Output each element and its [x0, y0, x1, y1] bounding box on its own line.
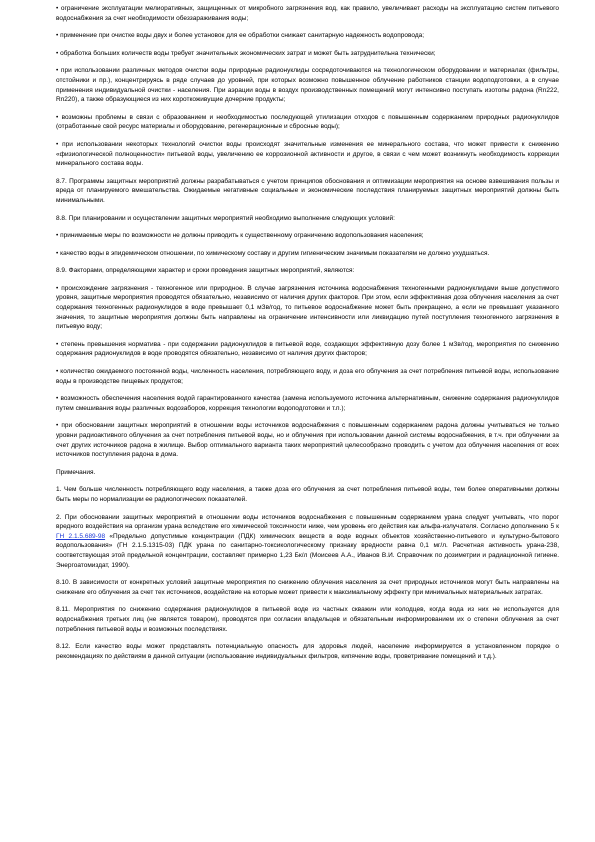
paragraph-bullet-mineral-composition: • при использовании некоторых технологий очистки воды происходят значительные изменения ее минерального состава, что может привести к снижению «физиологической полноценности» питьевой воды, увеличению ее коррозионной активности и другое, в связи с чем может возникнуть необходимость коррекции минерального состава воды.: [56, 140, 559, 168]
note-2-text-end: «Предельно допустимые концентрации (ПДК) химических веществ в воде водных объектов хозяйственно-питьевого и культурно-бытового водопользования» (ГН 2.1.5.1315-03) ПДК урана по санитарно-токсикологическому признаку вредности равна 0,1 мг/л. Расчетная активность урана-238, соответствующая этой предельной концентрации, составляет примерно 1,23 Бк/л (Моисеев А.А., Иванов В.И. Справочник по дозиметрии и радиационной гигиене. Энергоатомиздат, 1990).: [56, 532, 559, 569]
paragraph-bullet-guaranteed-quality: • возможность обеспечения населения водой гарантированного качества (замена используемого источника альтернативным, снижение содержания радионуклидов путем смешивания воды различных водозаборов, коррекция технологии водоподготовки и т.п.);: [56, 395, 559, 412]
paragraph-bullet-population-dose: • количество ожидаемого постоянной воды, численность населения, потребляющего воду, и доза его облучения за счет потребления питьевой воды, использование воды в производстве пищевых продуктов;: [56, 368, 559, 385]
paragraph-8-11: 8.11. Мероприятия по снижению содержания радионуклидов в питьевой воде из частных скважин или колодцев, когда вода из них не используется для водоснабжения третьих лиц (не является товаром), проводятся при согласии владельцев и обязательным информированием их о степени облучения за счет потребления питьевой воды и возможных последствиях.: [56, 606, 559, 633]
paragraph-bullet-water-quality: • качество воды в эпидемическом отношении, по химическому составу и другим гигиеническим значимым показателям не должно ухудшаться.: [56, 249, 490, 257]
paragraph-bullet-norm-excess: • степень превышения норматива - при содержании радионуклидов в питьевой воде, создающих эффективную дозу более 1 мЗв/год, мероприятия по снижению содержания радионуклидов в воде проводятся обязательно, независимо от наличия других факторов;: [56, 340, 559, 358]
paragraph-bullet-waste-disposal: • возможны проблемы в связи с образованием и необходимостью последующей утилизации отходов с повышенным содержанием природных радионуклидов (отработанные свой ресурс материалы и оборудование, регенерационные и сбросные воды);: [56, 113, 559, 131]
notes-heading: Примечания.: [56, 468, 96, 476]
paragraph-bullet-water-use: • принимаемые меры по возможности не должны приводить к существенному ограничению водопользования населения;: [56, 232, 424, 240]
paragraph-bullet-large-volumes: • обработка больших количеств воды требует значительных экономических затрат и может быть затруднительна технически;: [56, 49, 436, 57]
paragraph-8-8: 8.8. При планировании и осуществлении защитных мероприятий необходимо выполнение следующих условий:: [56, 214, 395, 222]
paragraph-8-9: 8.9. Факторами, определяющими характер и сроки проведения защитных мероприятий, являются:: [56, 267, 355, 275]
paragraph-bullet-drainage: • ограничение эксплуатации мелиоративных, защищенных от микробного загрязнения вод, как правило, увеличивает расходы на эксплуатацию систем питьевого водоснабжения за счет необходимости обеззараживания воды;: [56, 5, 559, 22]
note-1: 1. Чем больше численность потребляющего воду населения, а также доза его облучения за счет потребления питьевой воды, тем более оперативными должны быть меры по нормализации ее радиологических показателей.: [56, 486, 559, 503]
paragraph-bullet-contamination-origin: • происхождение загрязнения - техногенное или природное. В случае загрязнения источника водоснабжения техногенными радионуклидами выше допустимого уровня, защитные мероприятия проводятся обязательно, независимо от наличия других факторов. При этом, если эффективная доза облучения населения за счет содержания техногенных радионуклидов в воде превышает 0,1 мЗв/год, то питьевое водоснабжение может быть прекращено, а если не превышает указанного значения, то защитные мероприятия должны быть направлены на ограничение интенсивности или ликвидацию путей поступления техногенного загрязнения в питьевую воду;: [56, 284, 559, 331]
note-2: [56, 513, 559, 571]
paragraph-8-10: 8.10. В зависимости от конкретных условий защитные мероприятия по снижению облучения населения за счет природных источников могут быть направлены на снижение его облучения за счет тех источников, воздействие на которые может привести к максимальному эффекту при минимальных материальных затратах.: [56, 579, 559, 596]
paragraph-bullet-radionuclide-concentration: • при использовании различных методов очистки воды природные радионуклиды сосредоточиваются на технологическом оборудовании и материалах (фильтры, отстойники и пр.), концентрируясь в ряде случаев до уровней, при которых возможно повышенное облучение работников станции водоподготовки, а в случае применения индивидуальной очистки - населения. При аэрации воды в воздух производственных помещений могут интенсивно поступать изотопы радона (Rn222, Rn220), а также образующиеся из них короткоживущие дочерние продукты;: [56, 67, 559, 104]
paragraph-bullet-radon: • при обосновании защитных мероприятий в отношении воды источников водоснабжения с повышенным содержанием радона должны учитываться не только уровни радиоактивного облучения за счет потребления питьевой воды, но и облучения при использовании данной системы водоснабжения, в т.ч. при облучении за счет других источников радона в жилище. Выбор оптимального варианта таких мероприятий целесообразно проводить с учетом доз облучения населения от всех источников поступления радона в дома.: [56, 422, 559, 459]
paragraph-8-12: 8.12. Если качество воды может представлять потенциальную опасность для здоровья людей, население информируется в установленном порядке о рекомендациях по действиям в данной ситуации (использование индивидуальных фильтров, кипячение воды, проветривание помещений и т.д.).: [56, 643, 559, 660]
regulation-link[interactable]: ГН 2.1.5.689-98: [56, 532, 106, 540]
paragraph-8-7: 8.7. Программы защитных мероприятий должны разрабатываться с учетом принципов обоснования и оптимизации мероприятия на основе взвешивания пользы и вреда от планируемого вмешательства. Ожидаемые негативные социальные и экономические последствия планируемых защитных мероприятий должны быть минимальными.: [56, 177, 559, 204]
note-2-text-start: 2. При обосновании защитных мероприятий в отношении воды источников водоснабжения с повышенным содержанием урана следует учитывать, что порог вредного воздействия на организм урана вследствие его химической токсичности ниже, чем уровень его действия как альфа-излучателя. Согласно дополнению 5 к: [56, 513, 559, 531]
paragraph-bullet-two-units: • применение при очистке воды двух и более установок для ее обработки снижает санитарную надежность водопровода;: [56, 32, 425, 40]
